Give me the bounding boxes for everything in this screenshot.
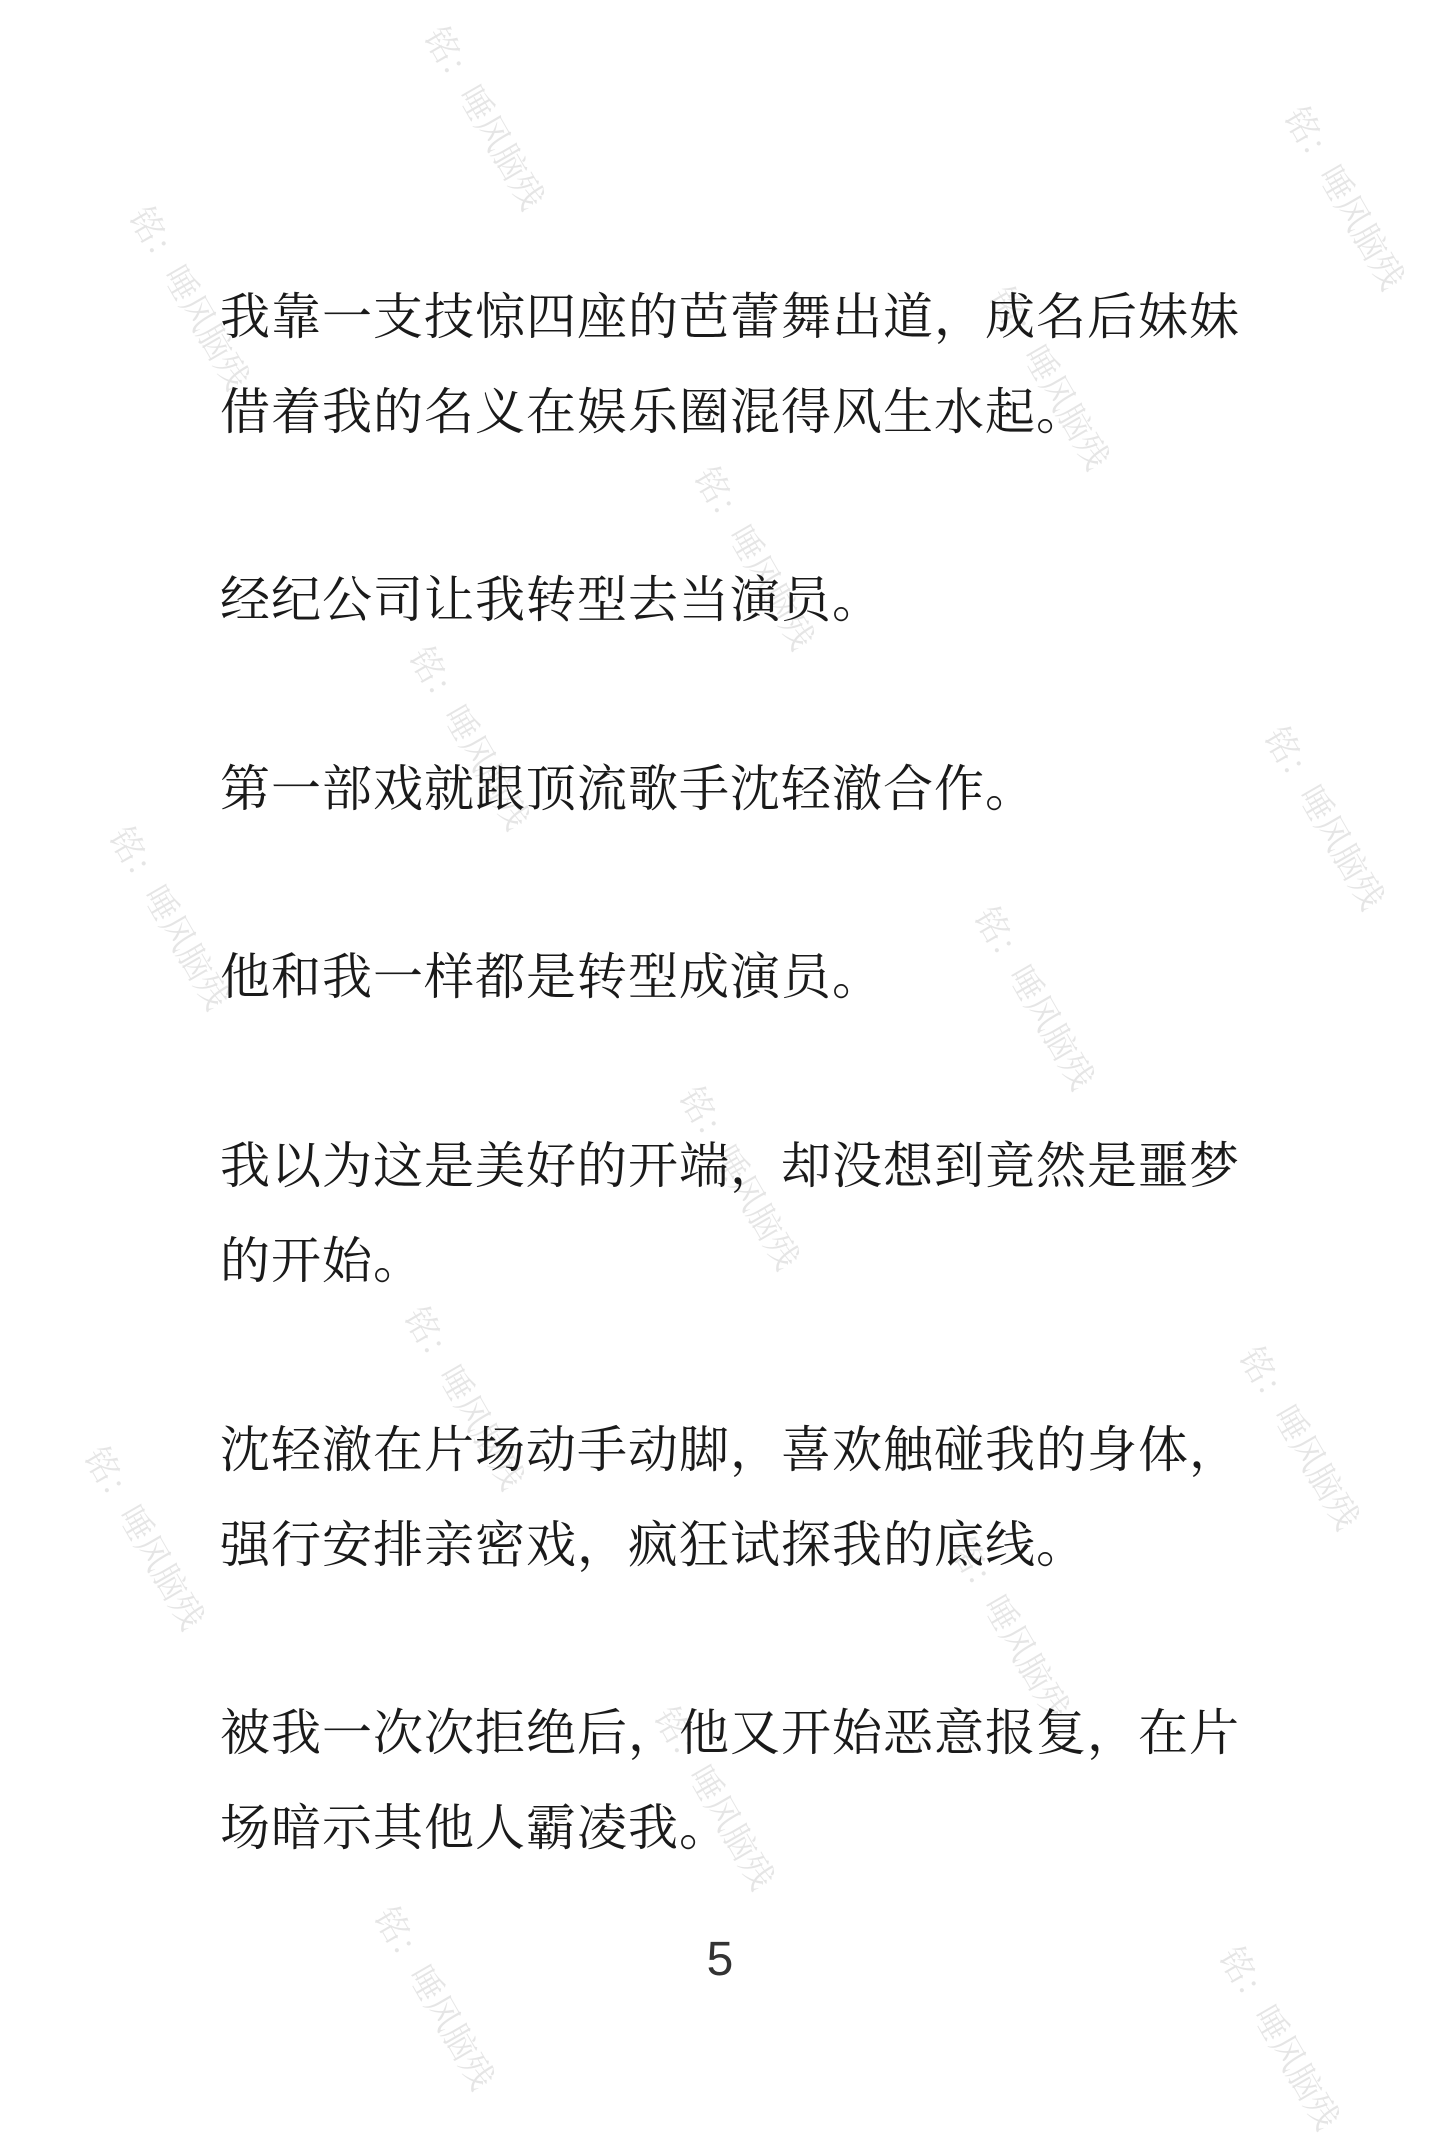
watermark: 铭：唾风脑残 [965,900,1102,1097]
watermark: 铭：唾风脑残 [645,1700,782,1897]
watermark: 铭：唾风脑残 [120,200,258,397]
watermark: 铭：唾风脑残 [365,1900,502,2097]
paragraph: 经纪公司让我转型去当演员。 [220,571,883,629]
paragraph: 沈轻澈在片场动手动脚，喜欢触碰我的身体，强行安排亲密戏，疯狂试探我的底线。 [220,1421,1240,1574]
watermark: 铭：唾风脑残 [395,1300,532,1497]
watermark: 铭：唾风脑残 [75,1440,213,1637]
page-number: 5 [706,1933,734,1986]
watermark: 铭：唾风脑残 [940,1530,1077,1727]
paragraph: 第一部戏就跟顶流歌手沈轻澈合作。 [220,760,1036,818]
watermark: 铭：唾风脑残 [1275,100,1412,297]
paragraph: 我以为这是美好的开端，却没想到竟然是噩梦的开始。 [220,1137,1240,1290]
watermark: 铭：唾风脑残 [1210,1940,1347,2137]
watermark: 铭：唾风脑残 [980,280,1117,477]
watermark: 铭：唾风脑残 [685,460,822,657]
paragraph: 被我一次次拒绝后，他又开始恶意报复，在片场暗示其他人霸凌我。 [220,1704,1240,1857]
watermark: 铭：唾风脑残 [1255,720,1392,917]
watermark: 铭：唾风脑残 [415,20,552,217]
watermark: 铭：唾风脑残 [100,820,238,1017]
paragraph: 我靠一支技惊四座的芭蕾舞出道，成名后妹妹借着我的名义在娱乐圈混得风生水起。 [220,288,1240,441]
watermark: 铭：唾风脑残 [670,1080,807,1277]
paragraph: 他和我一样都是转型成演员。 [220,948,883,1006]
watermark: 铭：唾风脑残 [1230,1340,1367,1537]
watermark: 铭：唾风脑残 [400,640,537,837]
